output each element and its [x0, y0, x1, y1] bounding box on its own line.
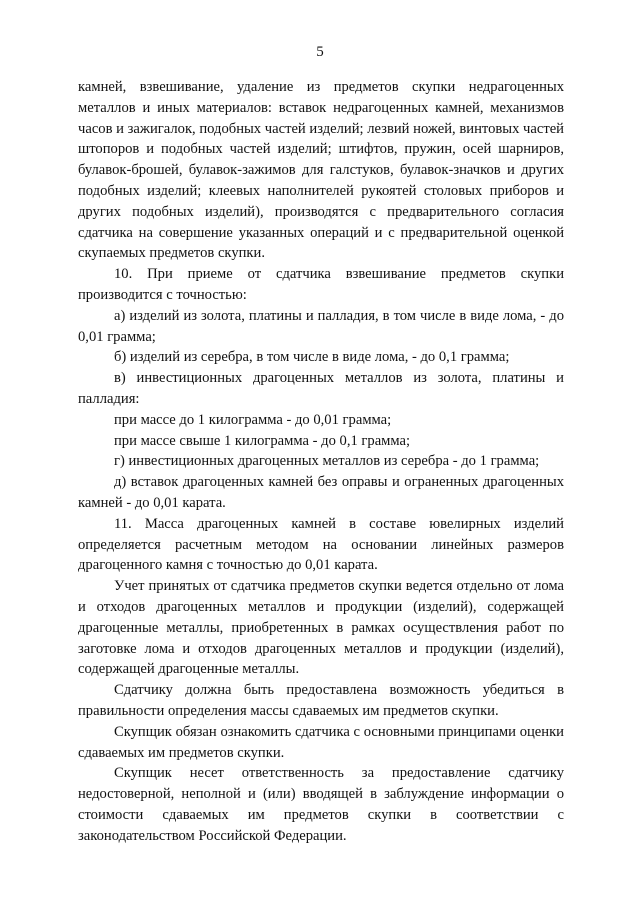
subitem-v-mass-over: при массе свыше 1 килограмма - до 0,1 грамма; [114, 432, 411, 449]
paragraph-responsibility: Скупщик несет ответственность за предоставление сдатчику недостоверной, неполной и (или) вводящей в заблуждение информации о стоимости сдаваемых им предметов скупки в соответствии с законодательством Российской Федерации. [78, 765, 564, 844]
paragraph-mass-verification: Сдатчику должна быть предоставлена возможность убедиться в правильности определения массы сдаваемых им предметов скупки. [78, 682, 564, 719]
subitem-v-mass-under: при массе до 1 килограмма - до 0,01 грамма; [114, 411, 392, 428]
paragraph-valuation-principles: Скупщик обязан ознакомить сдатчика с основными принципами оценки сдаваемых им предметов скупки. [78, 723, 564, 761]
paragraph-item-11: 11. Масса драгоценных камней в составе ювелирных изделий определяется расчетным методом на основании линейных размеров драгоценного камня с точностью до 0,01 карата. [78, 515, 564, 574]
subitem-g: г) инвестиционных драгоценных металлов из серебра - до 1 грамма; [114, 453, 540, 470]
document-body [78, 77, 564, 846]
paragraph-accounting: Учет принятых от сдатчика предметов скупки ведется отдельно от лома и отходов драгоценных металлов и продукции (изделий), содержащей драгоценные металлы, приобретенных в рамках осуществления работ по заготовке лома и отходов драгоценных металлов и продукции (изделий), содержащей драгоценные металлы. [78, 578, 564, 678]
subitem-b: б) изделий из серебра, в том числе в виде лома, - до 0,1 грамма; [114, 349, 510, 366]
subitem-v: в) инвестиционных драгоценных металлов из золота, платины и палладия: [78, 370, 564, 407]
subitem-d: д) вставок драгоценных камней без оправы и ограненных драгоценных камней - до 0,01 карата. [78, 474, 564, 511]
page-number: 5 [316, 44, 324, 60]
paragraph-item-10: 10. При приеме от сдатчика взвешивание предметов скупки производится с точностью: [78, 266, 564, 303]
paragraph-continuation: камней, взвешивание, удаление из предметов скупки недрагоценных металлов и иных материалов: вставок недрагоценных камней, механизмов часов и зажигалок, подобных частей изделий; лезвий ножей, винтовых частей штопоров и подобных частей изделий; штифтов, пружин, осей шарниров, булавок-брошей, булавок-зажимов для галстуков, булавок-значков и других подобных изделий; клеевых наполнителей рукоятей столовых приборов и других подобных изделий), производятся с предварительного согласия сдатчика на совершение указанных операций и с предварительной оценкой скупаемых предметов скупки. [78, 79, 564, 262]
subitem-a: а) изделий из золота, платины и палладия, в том числе в виде лома, - до 0,01 грамма; [78, 307, 564, 345]
